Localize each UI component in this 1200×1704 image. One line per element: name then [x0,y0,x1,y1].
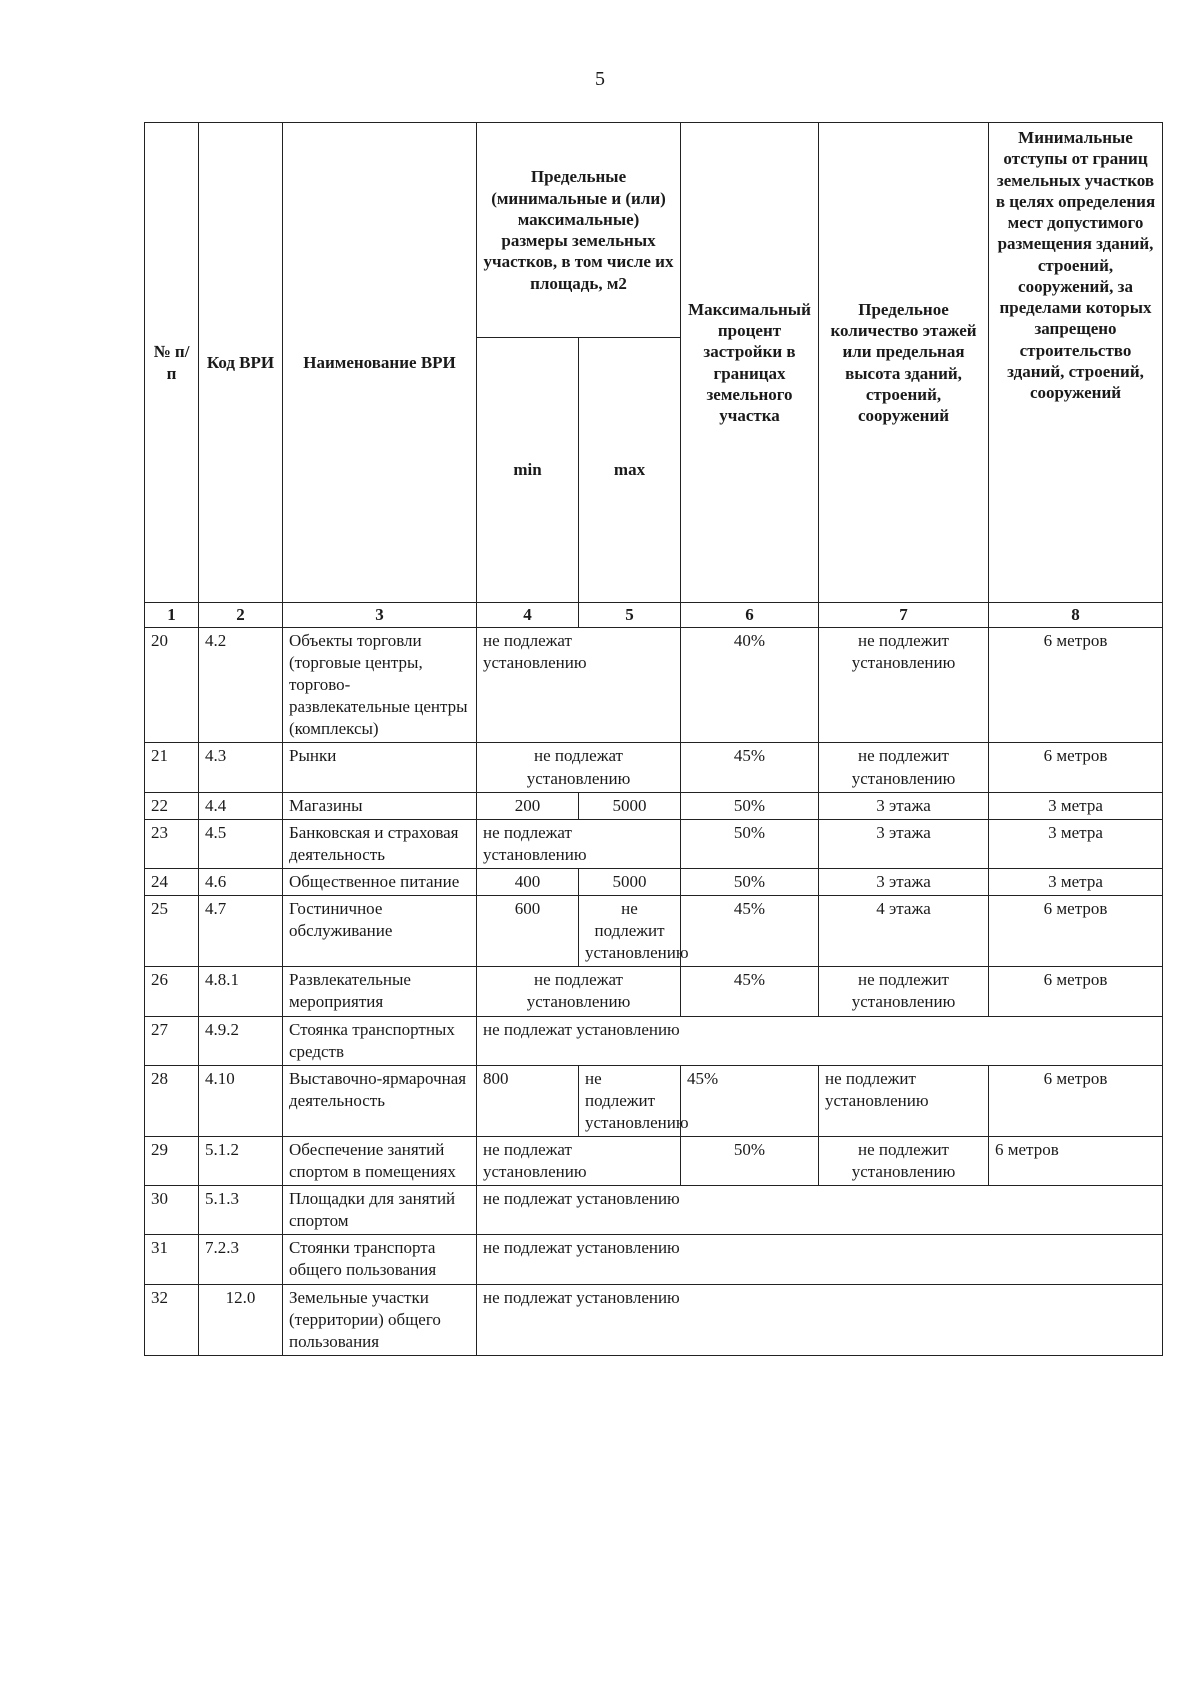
row-setback: 3 метра [989,819,1163,868]
row-num: 21 [145,743,199,792]
row-max: не подлежит установлению [579,896,681,967]
page-number: 5 [595,68,605,90]
row-name: Площадки для занятий спортом [283,1186,477,1235]
table-row [145,819,1163,868]
row-name: Обеспечение занятий спортом в помещениях [283,1136,477,1185]
row-name: Земельные участки (территории) общего пользования [283,1284,477,1355]
row-max: не подлежит установлению [579,1065,681,1136]
row-percent: 45% [681,1065,819,1136]
column-number: 8 [989,603,1163,628]
row-min: 800 [477,1065,579,1136]
row-floors: 3 этажа [819,819,989,868]
row-code: 4.9.2 [199,1016,283,1065]
row-min: 200 [477,792,579,819]
row-all-params: не подлежат установлению [477,1284,1163,1355]
row-code: 4.4 [199,792,283,819]
row-num: 24 [145,868,199,895]
row-floors: 4 этажа [819,896,989,967]
header-num: № п/п [145,123,199,603]
column-number: 4 [477,603,579,628]
row-code: 4.7 [199,896,283,967]
row-num: 28 [145,1065,199,1136]
row-percent: 45% [681,967,819,1016]
row-num: 30 [145,1186,199,1235]
row-all-params: не подлежат установлению [477,1186,1163,1235]
row-num: 22 [145,792,199,819]
row-size: не подлежат установлению [477,743,681,792]
table-row [145,1065,1163,1136]
zoning-parameters-table [144,122,1163,1356]
row-name: Выставочно-ярмарочная деятельность [283,1065,477,1136]
header-min: min [477,338,579,603]
row-code: 4.3 [199,743,283,792]
row-name: Банковская и страховая деятельность [283,819,477,868]
table-row [145,967,1163,1016]
row-percent: 45% [681,743,819,792]
row-setback: 6 метров [989,967,1163,1016]
row-code: 12.0 [199,1284,283,1355]
row-num: 26 [145,967,199,1016]
row-max: 5000 [579,792,681,819]
row-name: Объекты торговли (торговые центры, торгово-развлекательные центры (комплексы) [283,628,477,743]
row-setback: 6 метров [989,1065,1163,1136]
row-code: 7.2.3 [199,1235,283,1284]
row-num: 25 [145,896,199,967]
row-floors: не подлежит установлению [819,967,989,1016]
row-setback: 6 метров [989,1136,1163,1185]
row-min: 600 [477,896,579,967]
row-percent: 50% [681,868,819,895]
row-name: Рынки [283,743,477,792]
header-name: Наименование ВРИ [283,123,477,603]
table-row [145,1235,1163,1284]
table-row [145,868,1163,895]
row-percent: 50% [681,819,819,868]
table-row [145,1284,1163,1355]
table-row [145,1186,1163,1235]
row-max: 5000 [579,868,681,895]
row-floors: не подлежит установлению [819,1065,989,1136]
row-name: Общественное питание [283,868,477,895]
row-floors: не подлежит установлению [819,628,989,743]
table-row [145,1136,1163,1185]
row-num: 23 [145,819,199,868]
row-name: Стоянка транспортных средств [283,1016,477,1065]
table-row [145,743,1163,792]
row-code: 4.10 [199,1065,283,1136]
column-number: 1 [145,603,199,628]
row-name: Развлекательные мероприятия [283,967,477,1016]
column-number: 3 [283,603,477,628]
row-floors: 3 этажа [819,792,989,819]
row-name: Стоянки транспорта общего пользования [283,1235,477,1284]
row-code: 5.1.2 [199,1136,283,1185]
row-setback: 6 метров [989,628,1163,743]
row-code: 4.8.1 [199,967,283,1016]
row-percent: 50% [681,1136,819,1185]
row-all-params: не подлежат установлению [477,1235,1163,1284]
row-min: 400 [477,868,579,895]
row-floors: не подлежит установлению [819,743,989,792]
row-num: 27 [145,1016,199,1065]
row-code: 5.1.3 [199,1186,283,1235]
row-name: Магазины [283,792,477,819]
row-floors: не подлежит установлению [819,1136,989,1185]
row-percent: 45% [681,896,819,967]
row-code: 4.5 [199,819,283,868]
column-number: 5 [579,603,681,628]
row-setback: 3 метра [989,792,1163,819]
header-setback: Минимальные отступы от границ земельных участков в целях определения мест допустимого размещения зданий, строений, сооружений, за пределами которых запрещено строительство зданий, строений, сооружений [989,123,1163,603]
row-setback: 6 метров [989,896,1163,967]
column-number: 2 [199,603,283,628]
row-code: 4.6 [199,868,283,895]
row-size: не подлежат установлению [477,1136,681,1185]
row-num: 29 [145,1136,199,1185]
row-size: не подлежат установлению [477,628,681,743]
row-size: не подлежат установлению [477,967,681,1016]
column-number: 6 [681,603,819,628]
row-num: 32 [145,1284,199,1355]
table-row [145,896,1163,967]
row-percent: 40% [681,628,819,743]
header-percent: Максимальный процент застройки в границах земельного участка [681,123,819,603]
table-row [145,792,1163,819]
row-floors: 3 этажа [819,868,989,895]
table-row [145,1016,1163,1065]
row-num: 20 [145,628,199,743]
row-num: 31 [145,1235,199,1284]
header-code: Код ВРИ [199,123,283,603]
row-percent: 50% [681,792,819,819]
header-floors: Предельное количество этажей или предельная высота зданий, строений, сооружений [819,123,989,603]
header-max: max [579,338,681,603]
table-row [145,628,1163,743]
row-setback: 3 метра [989,868,1163,895]
row-setback: 6 метров [989,743,1163,792]
header-size: Предельные (минимальные и (или) максимальные) размеры земельных участков, в том числе их площадь, м2 [477,123,681,338]
row-code: 4.2 [199,628,283,743]
row-size: не подлежат установлению [477,819,681,868]
row-name: Гостиничное обслуживание [283,896,477,967]
column-numbers-row [145,603,1163,628]
row-all-params: не подлежат установлению [477,1016,1163,1065]
column-number: 7 [819,603,989,628]
